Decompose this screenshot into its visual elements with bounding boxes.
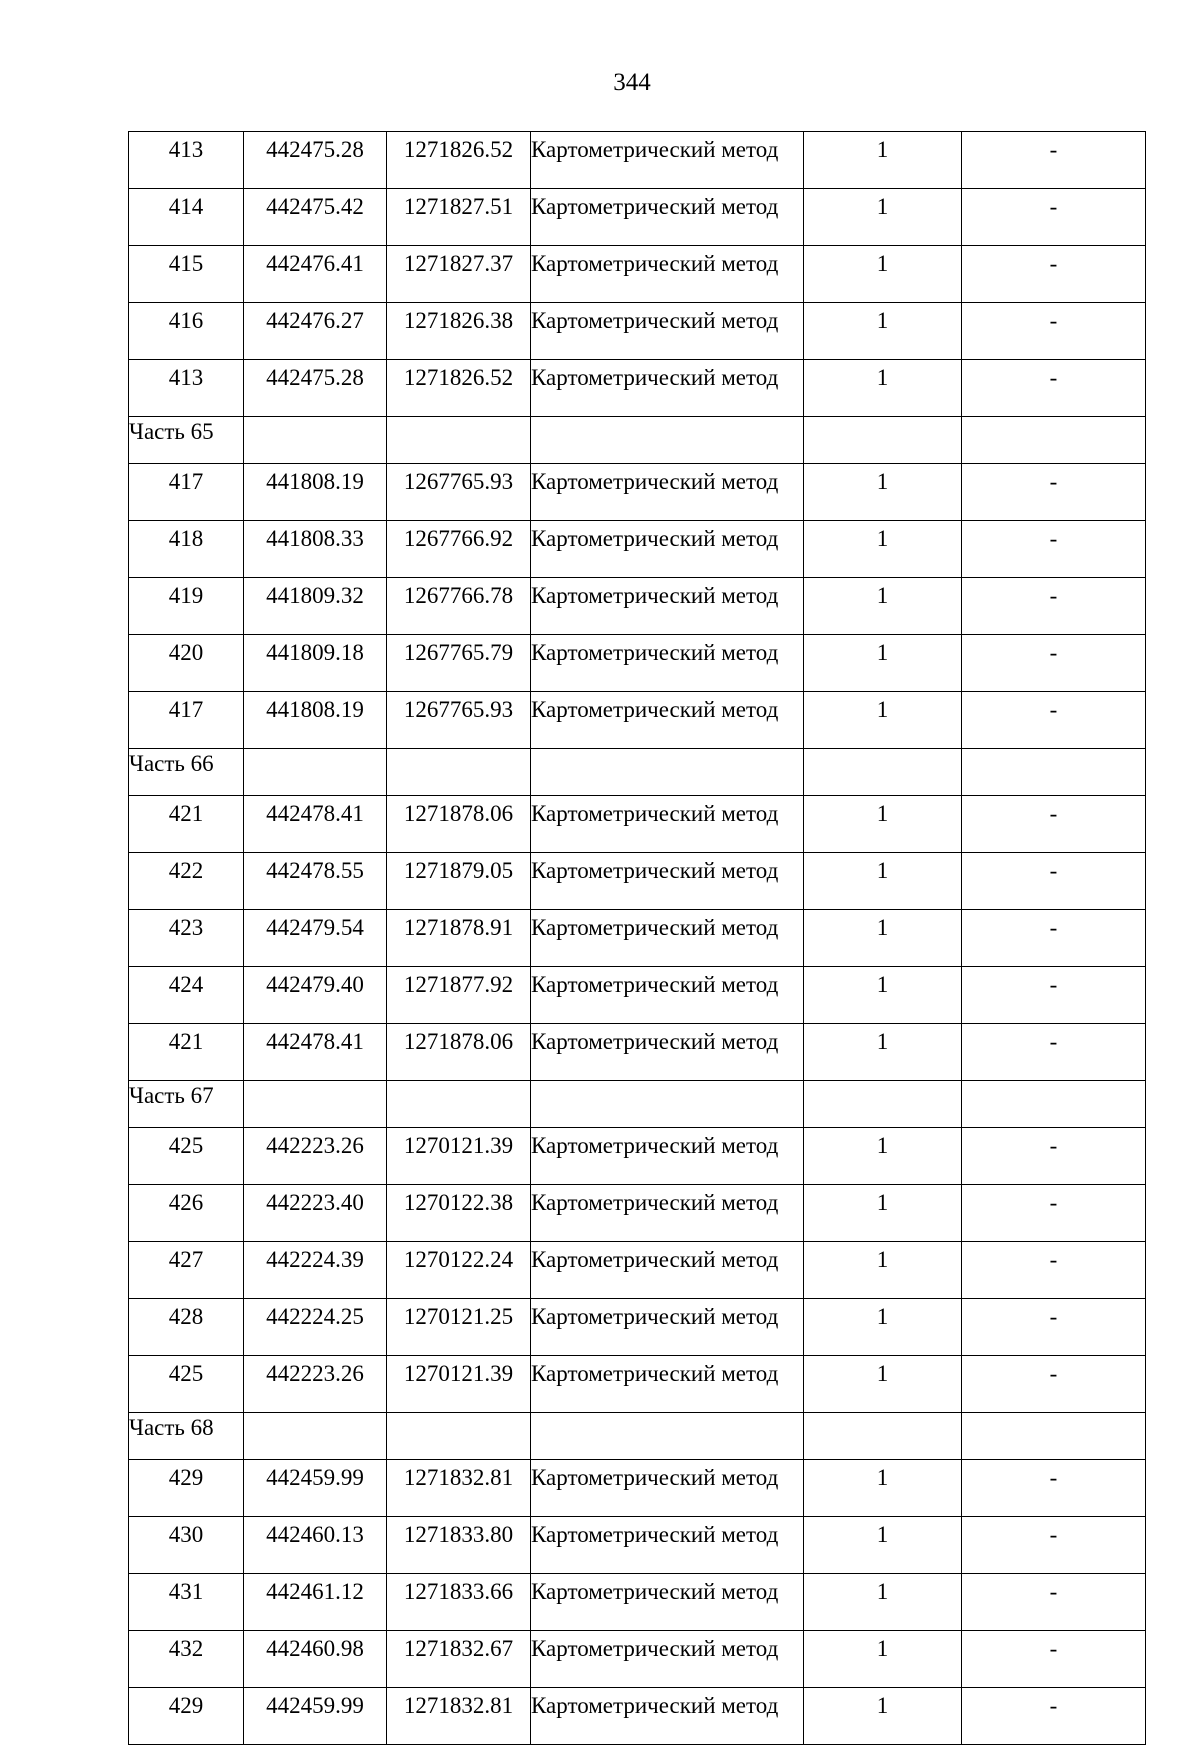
note-cell: -: [962, 1024, 1146, 1081]
note-cell: -: [962, 853, 1146, 910]
part-header-row: [129, 417, 1146, 464]
table-row: [129, 1185, 1146, 1242]
note-cell: -: [962, 1460, 1146, 1517]
x-coordinate-cell: 442478.41: [244, 796, 387, 853]
point-number-cell: 416: [129, 303, 244, 360]
table-row: [129, 360, 1146, 417]
method-cell: Картометрический метод: [531, 910, 804, 967]
accuracy-cell: 1: [804, 692, 962, 749]
note-cell: -: [962, 1242, 1146, 1299]
method-cell: Картометрический метод: [531, 796, 804, 853]
method-cell: Картометрический метод: [531, 1460, 804, 1517]
method-cell: Картометрический метод: [531, 132, 804, 189]
empty-cell: [244, 749, 387, 796]
accuracy-cell: 1: [804, 1574, 962, 1631]
y-coordinate-cell: 1271878.91: [387, 910, 531, 967]
point-number-cell: 422: [129, 853, 244, 910]
table-row: [129, 796, 1146, 853]
note-cell: -: [962, 796, 1146, 853]
accuracy-cell: 1: [804, 1128, 962, 1185]
y-coordinate-cell: 1267765.93: [387, 464, 531, 521]
empty-cell: [804, 1413, 962, 1460]
method-cell: Картометрический метод: [531, 635, 804, 692]
point-number-cell: 417: [129, 464, 244, 521]
note-cell: -: [962, 692, 1146, 749]
y-coordinate-cell: 1270122.38: [387, 1185, 531, 1242]
y-coordinate-cell: 1271826.38: [387, 303, 531, 360]
accuracy-cell: 1: [804, 1242, 962, 1299]
method-cell: Картометрический метод: [531, 1517, 804, 1574]
x-coordinate-cell: 441809.32: [244, 578, 387, 635]
point-number-cell: 420: [129, 635, 244, 692]
point-number-cell: 427: [129, 1242, 244, 1299]
accuracy-cell: 1: [804, 1185, 962, 1242]
method-cell: Картометрический метод: [531, 1356, 804, 1413]
accuracy-cell: 1: [804, 360, 962, 417]
point-number-cell: 414: [129, 189, 244, 246]
accuracy-cell: 1: [804, 1299, 962, 1356]
y-coordinate-cell: 1267765.93: [387, 692, 531, 749]
x-coordinate-cell: 442461.12: [244, 1574, 387, 1631]
point-number-cell: 415: [129, 246, 244, 303]
empty-cell: [962, 1413, 1146, 1460]
point-number-cell: 431: [129, 1574, 244, 1631]
part-header-row: [129, 749, 1146, 796]
x-coordinate-cell: 442459.99: [244, 1688, 387, 1745]
accuracy-cell: 1: [804, 910, 962, 967]
part-header-row: [129, 1413, 1146, 1460]
accuracy-cell: 1: [804, 303, 962, 360]
note-cell: -: [962, 132, 1146, 189]
x-coordinate-cell: 442224.25: [244, 1299, 387, 1356]
part-label: Часть 68: [129, 1413, 244, 1460]
empty-cell: [387, 749, 531, 796]
table-row: [129, 635, 1146, 692]
method-cell: Картометрический метод: [531, 360, 804, 417]
method-cell: Картометрический метод: [531, 521, 804, 578]
x-coordinate-cell: 442460.13: [244, 1517, 387, 1574]
table-row: [129, 692, 1146, 749]
y-coordinate-cell: 1271878.06: [387, 1024, 531, 1081]
x-coordinate-cell: 442460.98: [244, 1631, 387, 1688]
table-row: [129, 1688, 1146, 1745]
table-row: [129, 578, 1146, 635]
empty-cell: [804, 417, 962, 464]
y-coordinate-cell: 1271878.06: [387, 796, 531, 853]
empty-cell: [387, 417, 531, 464]
point-number-cell: 430: [129, 1517, 244, 1574]
accuracy-cell: 1: [804, 189, 962, 246]
table-row: [129, 246, 1146, 303]
y-coordinate-cell: 1271879.05: [387, 853, 531, 910]
empty-cell: [387, 1081, 531, 1128]
note-cell: -: [962, 1128, 1146, 1185]
method-cell: Картометрический метод: [531, 1185, 804, 1242]
x-coordinate-cell: 441808.33: [244, 521, 387, 578]
table-row: [129, 967, 1146, 1024]
table-row: [129, 189, 1146, 246]
empty-cell: [804, 749, 962, 796]
x-coordinate-cell: 442478.41: [244, 1024, 387, 1081]
method-cell: Картометрический метод: [531, 853, 804, 910]
table-row: [129, 464, 1146, 521]
accuracy-cell: 1: [804, 1356, 962, 1413]
point-number-cell: 425: [129, 1356, 244, 1413]
note-cell: -: [962, 1688, 1146, 1745]
point-number-cell: 419: [129, 578, 244, 635]
y-coordinate-cell: 1267765.79: [387, 635, 531, 692]
method-cell: Картометрический метод: [531, 1128, 804, 1185]
x-coordinate-cell: 442223.40: [244, 1185, 387, 1242]
accuracy-cell: 1: [804, 246, 962, 303]
point-number-cell: 423: [129, 910, 244, 967]
empty-cell: [531, 1081, 804, 1128]
point-number-cell: 421: [129, 1024, 244, 1081]
method-cell: Картометрический метод: [531, 303, 804, 360]
y-coordinate-cell: 1271877.92: [387, 967, 531, 1024]
accuracy-cell: 1: [804, 1517, 962, 1574]
y-coordinate-cell: 1271832.81: [387, 1688, 531, 1745]
point-number-cell: 413: [129, 132, 244, 189]
part-label: Часть 66: [129, 749, 244, 796]
note-cell: -: [962, 1574, 1146, 1631]
table-row: [129, 910, 1146, 967]
point-number-cell: 429: [129, 1460, 244, 1517]
empty-cell: [387, 1413, 531, 1460]
table-row: [129, 1128, 1146, 1185]
x-coordinate-cell: 442475.28: [244, 132, 387, 189]
part-header-row: [129, 1081, 1146, 1128]
note-cell: -: [962, 521, 1146, 578]
accuracy-cell: 1: [804, 967, 962, 1024]
y-coordinate-cell: 1270121.39: [387, 1128, 531, 1185]
note-cell: -: [962, 1517, 1146, 1574]
accuracy-cell: 1: [804, 1688, 962, 1745]
x-coordinate-cell: 441808.19: [244, 692, 387, 749]
y-coordinate-cell: 1271833.80: [387, 1517, 531, 1574]
table-row: [129, 303, 1146, 360]
table-row: [129, 1460, 1146, 1517]
note-cell: -: [962, 360, 1146, 417]
y-coordinate-cell: 1271827.37: [387, 246, 531, 303]
y-coordinate-cell: 1271832.81: [387, 1460, 531, 1517]
empty-cell: [531, 1413, 804, 1460]
point-number-cell: 413: [129, 360, 244, 417]
point-number-cell: 417: [129, 692, 244, 749]
method-cell: Картометрический метод: [531, 1688, 804, 1745]
y-coordinate-cell: 1271833.66: [387, 1574, 531, 1631]
empty-cell: [962, 417, 1146, 464]
note-cell: -: [962, 189, 1146, 246]
empty-cell: [962, 1081, 1146, 1128]
point-number-cell: 428: [129, 1299, 244, 1356]
table-row: [129, 1356, 1146, 1413]
table-row: [129, 1631, 1146, 1688]
x-coordinate-cell: 442479.40: [244, 967, 387, 1024]
point-number-cell: 432: [129, 1631, 244, 1688]
x-coordinate-cell: 442224.39: [244, 1242, 387, 1299]
note-cell: -: [962, 910, 1146, 967]
x-coordinate-cell: 442475.42: [244, 189, 387, 246]
table-row: [129, 1299, 1146, 1356]
method-cell: Картометрический метод: [531, 967, 804, 1024]
method-cell: Картометрический метод: [531, 189, 804, 246]
x-coordinate-cell: 442223.26: [244, 1128, 387, 1185]
empty-cell: [962, 749, 1146, 796]
table-row: [129, 1242, 1146, 1299]
method-cell: Картометрический метод: [531, 1631, 804, 1688]
empty-cell: [244, 1081, 387, 1128]
y-coordinate-cell: 1271832.67: [387, 1631, 531, 1688]
point-number-cell: 418: [129, 521, 244, 578]
method-cell: Картометрический метод: [531, 1574, 804, 1631]
y-coordinate-cell: 1271826.52: [387, 360, 531, 417]
y-coordinate-cell: 1267766.92: [387, 521, 531, 578]
empty-cell: [531, 749, 804, 796]
x-coordinate-cell: 442478.55: [244, 853, 387, 910]
accuracy-cell: 1: [804, 464, 962, 521]
accuracy-cell: 1: [804, 521, 962, 578]
part-label: Часть 65: [129, 417, 244, 464]
accuracy-cell: 1: [804, 796, 962, 853]
note-cell: -: [962, 1356, 1146, 1413]
x-coordinate-cell: 442459.99: [244, 1460, 387, 1517]
note-cell: -: [962, 1185, 1146, 1242]
accuracy-cell: 1: [804, 853, 962, 910]
y-coordinate-cell: 1271826.52: [387, 132, 531, 189]
empty-cell: [804, 1081, 962, 1128]
accuracy-cell: 1: [804, 635, 962, 692]
table-row: [129, 1024, 1146, 1081]
method-cell: Картометрический метод: [531, 246, 804, 303]
x-coordinate-cell: 441809.18: [244, 635, 387, 692]
coordinates-table: [128, 131, 1146, 1745]
x-coordinate-cell: 442479.54: [244, 910, 387, 967]
method-cell: Картометрический метод: [531, 692, 804, 749]
table-row: [129, 853, 1146, 910]
accuracy-cell: 1: [804, 578, 962, 635]
empty-cell: [531, 417, 804, 464]
method-cell: Картометрический метод: [531, 1299, 804, 1356]
table-row: [129, 1574, 1146, 1631]
table-row: [129, 1517, 1146, 1574]
empty-cell: [244, 1413, 387, 1460]
method-cell: Картометрический метод: [531, 464, 804, 521]
accuracy-cell: 1: [804, 132, 962, 189]
point-number-cell: 429: [129, 1688, 244, 1745]
note-cell: -: [962, 1631, 1146, 1688]
x-coordinate-cell: 442223.26: [244, 1356, 387, 1413]
table-row: [129, 132, 1146, 189]
note-cell: -: [962, 967, 1146, 1024]
note-cell: -: [962, 1299, 1146, 1356]
y-coordinate-cell: 1270121.39: [387, 1356, 531, 1413]
accuracy-cell: 1: [804, 1460, 962, 1517]
note-cell: -: [962, 303, 1146, 360]
y-coordinate-cell: 1270122.24: [387, 1242, 531, 1299]
point-number-cell: 426: [129, 1185, 244, 1242]
note-cell: -: [962, 635, 1146, 692]
note-cell: -: [962, 578, 1146, 635]
method-cell: Картометрический метод: [531, 1242, 804, 1299]
accuracy-cell: 1: [804, 1024, 962, 1081]
point-number-cell: 421: [129, 796, 244, 853]
x-coordinate-cell: 441808.19: [244, 464, 387, 521]
y-coordinate-cell: 1270121.25: [387, 1299, 531, 1356]
point-number-cell: 424: [129, 967, 244, 1024]
point-number-cell: 425: [129, 1128, 244, 1185]
x-coordinate-cell: 442476.27: [244, 303, 387, 360]
note-cell: -: [962, 464, 1146, 521]
table-row: [129, 521, 1146, 578]
note-cell: -: [962, 246, 1146, 303]
part-label: Часть 67: [129, 1081, 244, 1128]
method-cell: Картометрический метод: [531, 1024, 804, 1081]
x-coordinate-cell: 442475.28: [244, 360, 387, 417]
accuracy-cell: 1: [804, 1631, 962, 1688]
x-coordinate-cell: 442476.41: [244, 246, 387, 303]
coordinates-table-body: [129, 132, 1146, 1745]
method-cell: Картометрический метод: [531, 578, 804, 635]
y-coordinate-cell: 1267766.78: [387, 578, 531, 635]
empty-cell: [244, 417, 387, 464]
page-number: 344: [613, 69, 651, 96]
y-coordinate-cell: 1271827.51: [387, 189, 531, 246]
